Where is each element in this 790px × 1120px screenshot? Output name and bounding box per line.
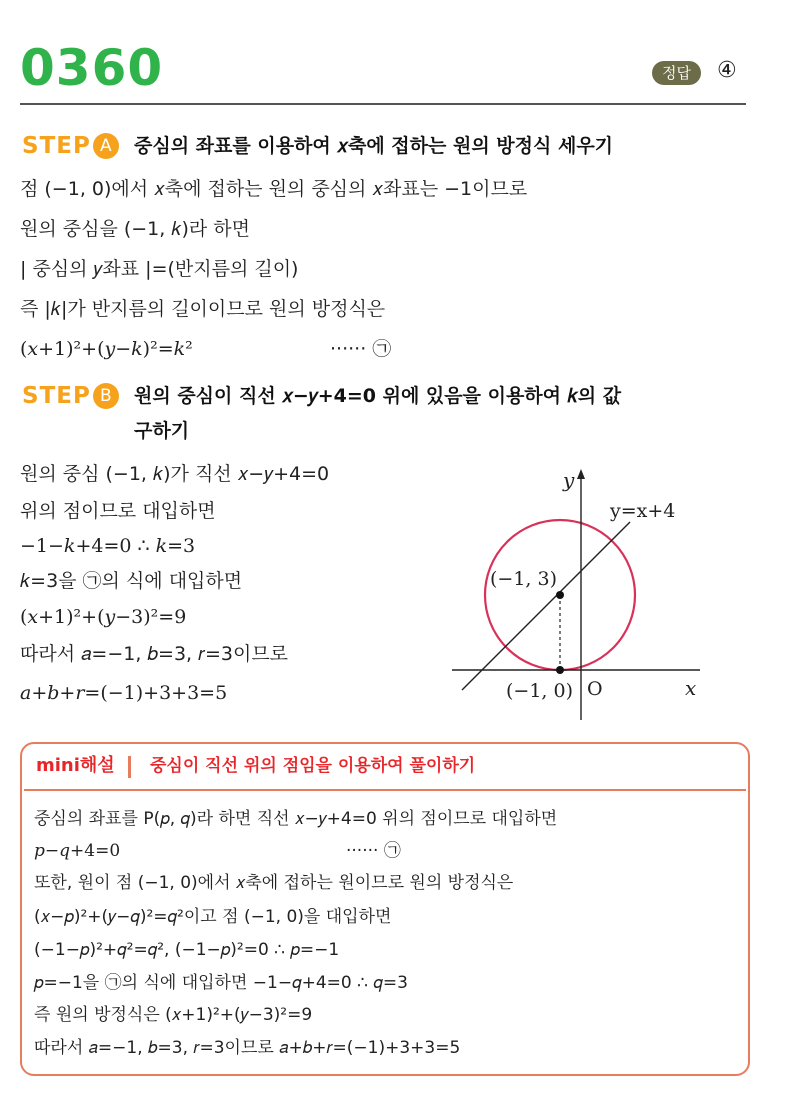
step-b-line-6: 따라서 𝑎=−1, 𝑏=3, 𝑟=3이므로 (20, 643, 289, 665)
step-b-heading (22, 381, 119, 411)
tangent-point (556, 666, 564, 674)
mini-eq-tag: ······ ㉠ (346, 841, 401, 861)
mini-divider (24, 789, 746, 791)
step-b-title-line-2: 구하기 (134, 420, 190, 442)
step-b-line-5: (𝑥+1)²+(𝑦−3)²=9 (20, 606, 187, 628)
step-b-line-3: −1−𝑘+4=0 ∴ 𝑘=3 (20, 535, 196, 557)
mini-separator (128, 756, 131, 778)
circle-graph (430, 455, 730, 730)
center-point (556, 591, 564, 599)
answer-value: ④ (717, 58, 737, 83)
mini-label: mini해설 (36, 755, 115, 776)
x-axis-label: x (685, 676, 697, 700)
step-a-line-4: 즉 |𝑘|가 반지름의 길이이므로 원의 방정식은 (20, 298, 386, 320)
step-a-eq-tag: ······ ㉠ (330, 338, 392, 360)
mini-title: 중심이 직선 위의 점임을 이용하여 풀이하기 (150, 756, 476, 776)
step-b-title-line-1: 원의 중심이 직선 𝑥−𝑦+4=0 위에 있음을 이용하여 𝑘의 값 (134, 385, 622, 407)
mini-line-7: 즉 원의 방정식은 (𝑥+1)²+(𝑦−3)²=9 (34, 1005, 313, 1025)
step-b-label: STEP (22, 383, 91, 409)
step-a-line-2: 원의 중심을 (−1, 𝑘)라 하면 (20, 218, 251, 240)
mini-line-5: (−1−𝑝)²+𝑞²=𝑞², (−1−𝑝)²=0 ∴ 𝑝=−1 (34, 940, 340, 960)
header-divider (20, 103, 746, 105)
y-axis-arrow (577, 469, 585, 479)
problem-number: 0360 (20, 39, 164, 97)
step-b-letter: B (93, 383, 119, 409)
mini-line-6: 𝑝=−1을 ㉠의 식에 대입하면 −1−𝑞+4=0 ∴ 𝑞=3 (34, 973, 408, 993)
step-a-equation: (𝑥+1)²+(𝑦−𝑘)²=𝑘² (20, 338, 193, 360)
mini-line-4: (𝑥−𝑝)²+(𝑦−𝑞)²=𝑞²이고 점 (−1, 0)을 대입하면 (34, 907, 392, 927)
step-a-line-3: | 중심의 𝑦좌표 |=(반지름의 길이) (20, 258, 299, 280)
mini-line-2: 𝑝−𝑞+4=0 (34, 841, 121, 861)
step-b-line-1: 원의 중심 (−1, 𝑘)가 직선 𝑥−𝑦+4=0 (20, 463, 330, 485)
mini-line-3: 또한, 원이 점 (−1, 0)에서 𝑥축에 접하는 원이므로 원의 방정식은 (34, 873, 514, 893)
mini-line-8: 따라서 𝑎=−1, 𝑏=3, 𝑟=3이므로 𝑎+𝑏+𝑟=(−1)+3+3=5 (34, 1038, 461, 1058)
step-a-title: 중심의 좌표를 이용하여 𝑥축에 접하는 원의 방정식 세우기 (134, 135, 614, 157)
step-a-label: STEP (22, 133, 91, 159)
step-a-line-1: 점 (−1, 0)에서 𝑥축에 접하는 원의 중심의 𝑥좌표는 −1이므로 (20, 178, 528, 200)
step-b-line-7: 𝑎+𝑏+𝑟=(−1)+3+3=5 (20, 682, 228, 704)
step-b-line-4: 𝑘=3을 ㉠의 식에 대입하면 (20, 570, 243, 592)
tangent-line (462, 522, 630, 690)
step-b-line-2: 위의 점이므로 대입하면 (20, 500, 216, 522)
tangent-label: (−1, 0) (506, 680, 574, 702)
y-axis-label: y (563, 468, 575, 492)
step-a-letter: A (93, 133, 119, 159)
answer-badge: 정답 (652, 61, 701, 85)
step-a-heading (22, 131, 119, 161)
line-label: y=x+4 (610, 500, 676, 522)
mini-line-1: 중심의 좌표를 P(𝑝, 𝑞)라 하면 직선 𝑥−𝑦+4=0 위의 점이므로 대입하면 (34, 809, 558, 829)
center-label: (−1, 3) (490, 568, 558, 590)
origin-label: O (587, 678, 603, 700)
